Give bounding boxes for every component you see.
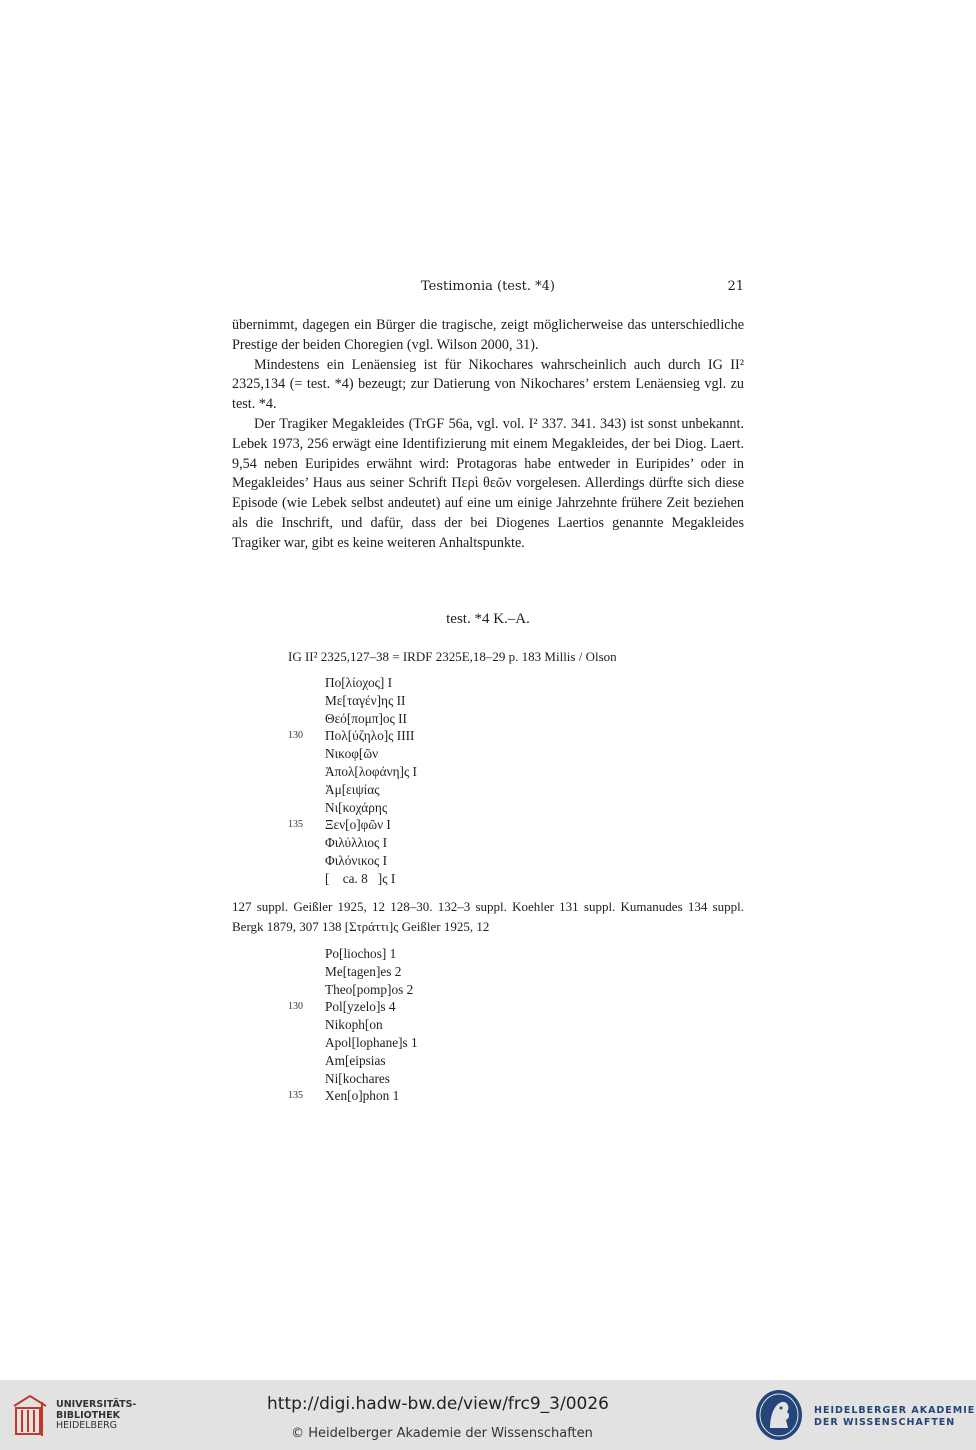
line-text: Theo[pomp]os 2 [325,981,414,997]
line-text: Νικοφ[ῶν [325,746,379,762]
body-text [232,316,744,554]
paragraph: Mindestens ein Lenäensieg ist für Nikochares wahrscheinlich auch durch IG II² 2325,134 (= test. *4) bezeugt; zur Datierung von Nikochares’ erstem Lenäensieg vgl. zu test. *4. [232,356,744,413]
inscription-line [288,781,588,799]
line-number: 130 [288,730,303,742]
logo-line: UNIVERSITÄTS- [56,1399,137,1410]
transliteration-line [288,1052,588,1070]
line-text: [ ca. 8 ]ς I [325,870,396,886]
line-text: Xen[o]phon 1 [325,1088,400,1104]
line-text: Θεό[πομπ]ος II [325,710,407,726]
line-text: Ni[kochares [325,1070,390,1086]
inscription-line [288,870,588,888]
transliteration-line [288,1087,588,1105]
line-number: 135 [288,819,303,831]
line-text: Po[liochos] 1 [325,946,397,961]
line-text: Ξεν[ο]φῶν I [325,817,391,833]
transliteration-line [288,945,588,963]
inscription-line [288,852,588,870]
line-text: Νι[κοχάρης [325,799,388,815]
line-text: Φιλόνικος I [325,852,388,868]
inscription-line [288,727,588,745]
logo-line: BIBLIOTHEK [56,1409,120,1421]
line-number: 135 [288,1090,303,1102]
logo-line: HEIDELBERGER AKADEMIE [814,1405,976,1416]
section-title: test. *4 K.–A. [446,611,530,627]
permalink-url[interactable] [0,1394,876,1414]
line-text: Ἀμ[ειψίας [325,781,380,797]
transliteration-line [288,998,588,1016]
line-text: Me[tagen]es 2 [325,963,402,979]
line-text: Ἀπολ[λοφάνη]ς I [325,763,417,779]
inscription-line [288,816,588,834]
transliteration-line [288,963,588,981]
inscription-line [288,763,588,781]
running-title: Testimonia (test. *4) [421,279,555,294]
inscription-line [288,834,588,852]
url-text[interactable]: http://digi.hadw-bw.de/view/frc9_3/0026 [267,1394,609,1414]
line-text: Πολ[ύζηλο]ς IIII [325,728,415,744]
source-reference: IG II² 2325,127–38 = IRDF 2325E,18–29 p. 183 Millis / Olson [288,649,617,664]
academy-seal-icon[interactable] [754,1388,804,1442]
transliteration-line [288,1070,588,1088]
line-text: Pol[yzelo]s 4 [325,999,396,1015]
inscription-line [288,692,588,710]
line-number: 130 [288,1001,303,1013]
line-text: Apol[lophane]s 1 [325,1034,418,1050]
copyright-notice: © Heidelberger Akademie der Wissenschaften [291,1426,593,1441]
academy-logo-text[interactable] [814,1405,975,1429]
inscription-line [288,710,588,728]
transliteration [288,945,588,1105]
paragraph: übernimmt, dagegen ein Bürger die tragische, zeigt möglicherweise das unterschiedliche Prestige der beiden Choregien (vgl. Wilson 2000, 31). [232,317,744,353]
critical-apparatus: 127 suppl. Geißler 1925, 12 128–30. 132–3 suppl. Koehler 131 suppl. Kumanudes 134 suppl. Bergk 1879, 307 138 [Στράττι]ς Geißler 1925, 12 [232,899,744,934]
inscription-line [288,745,588,763]
inscription-line [288,674,588,692]
transliteration-line [288,981,588,999]
transliteration-line [288,1034,588,1052]
logo-line: HEIDELBERG [56,1420,118,1431]
line-text: Φιλύλλιος I [325,835,388,851]
line-text: Am[eipsias [325,1052,386,1068]
inscription-line [288,799,588,817]
transliteration-line [288,1016,588,1034]
line-text: Nikoph[on [325,1017,383,1033]
line-text: Με[ταγέν]ης II [325,692,406,708]
greek-inscription [288,674,588,888]
paragraph: Der Tragiker Megakleides (TrGF 56a, vgl. vol. I² 337. 341. 343) ist sonst unbekannt. Lebek 1973, 256 erwägt eine Identifizierung mit einem Megakleides, der bei Diog. Laert. 9,54 neben Euripides erwähnt wird: Protagoras habe entweder in Euripides’ oder in Megakleides’ Haus aus seiner Schrift Περὶ θεῶν vorgelesen. Allerdings dürfte sich diese Episode (wie Lebek selbst andeutet) auf eine um einige Jahrzehnte frühere Zeit beziehen als die Inschrift, und dafür, dass der bei Diogenes Laertios genannte Megakleides Tragiker war, gibt es keine weiteren Anhaltspunkte. [232,415,744,551]
logo-line: DER WISSENSCHAFTEN [814,1417,956,1428]
page-number: 21 [727,279,744,294]
viewer-footer [0,1380,976,1450]
line-text: Πο[λίοχος] I [325,675,393,690]
